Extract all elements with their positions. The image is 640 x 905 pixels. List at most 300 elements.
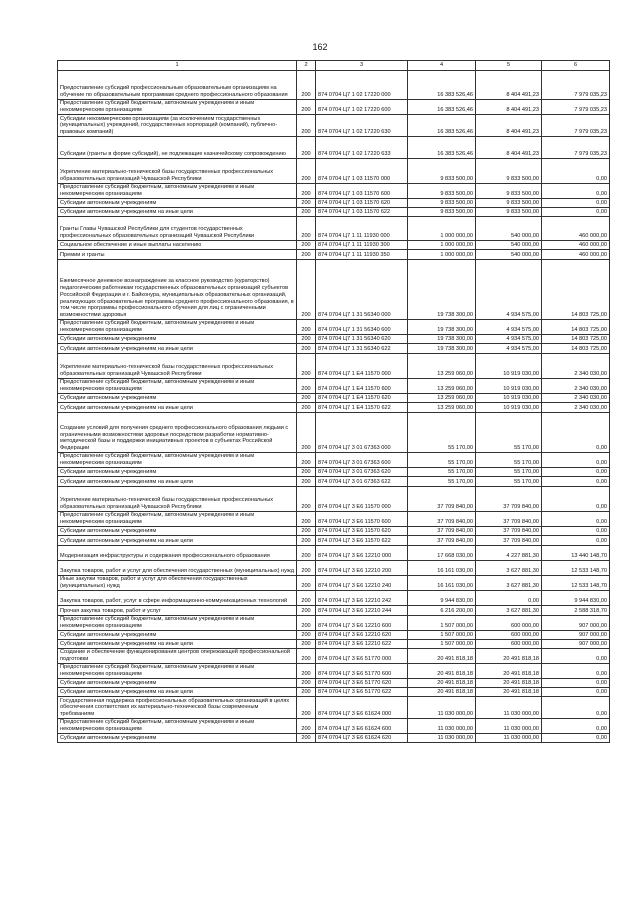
row-value-exec: 10 919 030,00: [476, 354, 542, 379]
row-value-remainder: 0,00: [542, 184, 610, 199]
row-col2: 200: [297, 199, 316, 208]
row-value-exec: 9 833 500,00: [476, 184, 542, 199]
table-row: [58, 546, 610, 561]
row-value-plan: 20 491 818,18: [408, 664, 476, 679]
header-cell: 4: [408, 61, 476, 71]
row-name: Предоставление субсидий бюджетным, автономным учреждениям и иным некоммерческим организациям: [58, 320, 297, 335]
row-value-plan: 1 507 000,00: [408, 640, 476, 649]
row-value-remainder: 0,00: [542, 664, 610, 679]
row-value-plan: 11 030 000,00: [408, 719, 476, 734]
table-row: [58, 616, 610, 631]
table-row: [58, 379, 610, 394]
row-name: Субсидии (гранты в форме субсидий), не подлежащие казначейскому сопровождению: [58, 137, 297, 159]
table-row: [58, 208, 610, 217]
row-value-remainder: 12 533 148,70: [542, 561, 610, 576]
row-col2: 200: [297, 335, 316, 344]
header-cell: 5: [476, 61, 542, 71]
row-col2: 200: [297, 664, 316, 679]
row-col2: 200: [297, 649, 316, 664]
row-name: Укрепление материально-технической базы государственных профессиональных образовательных организаций Чувашской Республики: [58, 159, 297, 184]
row-value-plan: 16 161 030,00: [408, 561, 476, 576]
row-code: 874 0704 Ц7 3 Е6 61624 620: [316, 734, 408, 743]
row-value-remainder: 0,00: [542, 477, 610, 487]
row-name: Ежемесячное денежное вознаграждение за классное руководство (кураторство) педагогическим работникам государственных образовательных организаций субъектов Российской Федерации и г. Байконура, муниципальных образовательных организаций, реализующих образовательные программы среднего профессионального образования, в том числе программы профессионального обучения для лиц с ограниченными возможностями здоровья: [58, 260, 297, 320]
row-col2: 200: [297, 536, 316, 546]
table-row: [58, 71, 610, 100]
row-name: Предоставление субсидий бюджетным, автономным учреждениям и иным некоммерческим организациям: [58, 664, 297, 679]
table-row: [58, 734, 610, 743]
row-code: 874 0704 Ц7 3 Е6 51770 600: [316, 664, 408, 679]
table-row: [58, 576, 610, 591]
row-code: 874 0704 Ц7 3 01 67363 600: [316, 453, 408, 468]
table-row: [58, 241, 610, 250]
row-value-exec: 37 709 840,00: [476, 487, 542, 512]
row-code: 874 0704 Ц7 1 02 17220 633: [316, 137, 408, 159]
row-value-exec: 20 491 818,18: [476, 649, 542, 664]
row-value-remainder: 9 944 830,00: [542, 591, 610, 606]
row-value-exec: 4 227 881,30: [476, 546, 542, 561]
row-value-remainder: 0,00: [542, 208, 610, 217]
table-row: [58, 115, 610, 137]
row-name: Субсидии автономным учреждениям на иные цели: [58, 640, 297, 649]
row-name: Субсидии автономным учреждениям: [58, 335, 297, 344]
row-code: 874 0704 Ц7 1 03 11570 600: [316, 184, 408, 199]
row-value-plan: 19 738 300,00: [408, 260, 476, 320]
row-value-plan: 16 383 526,46: [408, 71, 476, 100]
row-value-remainder: 907 000,00: [542, 616, 610, 631]
table-row: [58, 591, 610, 606]
row-col2: 200: [297, 719, 316, 734]
row-value-plan: 1 000 000,00: [408, 217, 476, 241]
row-value-remainder: 0,00: [542, 487, 610, 512]
row-code: 874 0704 Ц7 3 Е6 61624 000: [316, 697, 408, 719]
table-row: [58, 320, 610, 335]
row-name: Модернизация инфраструктуры и содержания профессионального образования: [58, 546, 297, 561]
table-row: [58, 354, 610, 379]
table-row: [58, 413, 610, 453]
row-code: 874 0704 Ц7 1 02 17220 000: [316, 71, 408, 100]
table-row: [58, 487, 610, 512]
row-value-plan: 16 383 526,46: [408, 100, 476, 115]
row-col2: 200: [297, 260, 316, 320]
table-row: [58, 679, 610, 688]
row-value-exec: 3 627 881,30: [476, 576, 542, 591]
row-value-exec: 10 919 030,00: [476, 379, 542, 394]
row-col2: 200: [297, 379, 316, 394]
row-name: Социальное обеспечение и иные выплаты населению: [58, 241, 297, 250]
row-value-exec: 3 627 881,30: [476, 561, 542, 576]
row-value-remainder: 460 000,00: [542, 250, 610, 260]
row-value-plan: 20 491 818,18: [408, 688, 476, 697]
table-row: [58, 606, 610, 616]
row-col2: 200: [297, 487, 316, 512]
row-code: 874 0704 Ц7 1 Е4 11570 600: [316, 379, 408, 394]
row-name: Прочая закупка товаров, работ и услуг: [58, 606, 297, 616]
row-col2: 200: [297, 208, 316, 217]
row-col2: 200: [297, 512, 316, 527]
row-col2: 200: [297, 561, 316, 576]
row-value-remainder: 907 000,00: [542, 640, 610, 649]
table-row: [58, 217, 610, 241]
row-code: 874 0704 Ц7 3 01 67363 000: [316, 413, 408, 453]
row-col2: 200: [297, 250, 316, 260]
row-value-exec: 9 833 500,00: [476, 199, 542, 208]
row-value-remainder: 0,00: [542, 512, 610, 527]
table-row: [58, 137, 610, 159]
row-col2: 200: [297, 394, 316, 403]
row-value-exec: 11 030 000,00: [476, 697, 542, 719]
row-value-plan: 9 944 830,00: [408, 591, 476, 606]
row-code: 874 0704 Ц7 1 31 56340 622: [316, 344, 408, 354]
row-value-plan: 16 383 526,46: [408, 137, 476, 159]
table-row: [58, 184, 610, 199]
row-value-exec: 3 627 881,30: [476, 606, 542, 616]
table-row: [58, 631, 610, 640]
row-code: 874 0704 Ц7 1 31 56340 620: [316, 335, 408, 344]
row-value-plan: 19 738 300,00: [408, 320, 476, 335]
row-value-exec: 11 030 000,00: [476, 734, 542, 743]
table-row: [58, 468, 610, 477]
row-value-exec: 540 000,00: [476, 241, 542, 250]
row-col2: 200: [297, 546, 316, 561]
row-value-remainder: 2 340 030,00: [542, 354, 610, 379]
row-col2: 200: [297, 734, 316, 743]
row-value-plan: 13 259 060,00: [408, 394, 476, 403]
row-value-plan: 55 170,00: [408, 453, 476, 468]
table-row: [58, 250, 610, 260]
row-value-exec: 8 404 491,23: [476, 100, 542, 115]
row-code: 874 0704 Ц7 3 Е6 12210 000: [316, 546, 408, 561]
row-value-remainder: 7 979 035,23: [542, 115, 610, 137]
row-value-plan: 55 170,00: [408, 468, 476, 477]
row-value-exec: 37 709 840,00: [476, 527, 542, 536]
row-name: Субсидии автономным учреждениям на иные цели: [58, 477, 297, 487]
page-number: 162: [312, 42, 328, 52]
row-value-remainder: 0,00: [542, 697, 610, 719]
row-value-plan: 55 170,00: [408, 477, 476, 487]
row-value-plan: 1 000 000,00: [408, 250, 476, 260]
row-code: 874 0704 Ц7 1 03 11570 620: [316, 199, 408, 208]
row-value-plan: 20 491 818,18: [408, 679, 476, 688]
row-value-plan: 13 259 060,00: [408, 403, 476, 413]
row-value-exec: 4 934 575,00: [476, 260, 542, 320]
table-row: [58, 536, 610, 546]
row-name: Создание и обеспечение функционирования центров опережающей профессиональной подготовки: [58, 649, 297, 664]
table-row: [58, 159, 610, 184]
header-cell: 6: [542, 61, 610, 71]
row-value-plan: 19 738 300,00: [408, 344, 476, 354]
table-header-row: [58, 61, 610, 71]
row-name: Государственная поддержка профессиональных образовательных организаций в целях обеспечения соответствия их материально-технической базы современным требованиям: [58, 697, 297, 719]
row-code: 874 0704 Ц7 1 Е4 11570 000: [316, 354, 408, 379]
row-value-plan: 16 383 526,46: [408, 115, 476, 137]
row-name: Субсидии автономным учреждениям на иные цели: [58, 344, 297, 354]
row-col2: 200: [297, 159, 316, 184]
row-col2: 200: [297, 688, 316, 697]
row-value-plan: 37 709 840,00: [408, 527, 476, 536]
row-code: 874 0704 Ц7 1 03 11570 622: [316, 208, 408, 217]
row-value-exec: 4 934 575,00: [476, 320, 542, 335]
table-row: [58, 512, 610, 527]
row-value-remainder: 14 803 725,00: [542, 320, 610, 335]
row-code: 874 0704 Ц7 1 11 11930 350: [316, 250, 408, 260]
row-name: Субсидии автономным учреждениям на иные цели: [58, 208, 297, 217]
row-value-remainder: 14 803 725,00: [542, 260, 610, 320]
row-value-remainder: 2 588 318,70: [542, 606, 610, 616]
row-value-plan: 9 833 500,00: [408, 184, 476, 199]
row-col2: 200: [297, 453, 316, 468]
row-name: Премии и гранты: [58, 250, 297, 260]
row-col2: 200: [297, 100, 316, 115]
row-col2: 200: [297, 640, 316, 649]
row-value-exec: 11 030 000,00: [476, 719, 542, 734]
row-name: Предоставление субсидий бюджетным, автономным учреждениям и иным некоммерческим организациям: [58, 512, 297, 527]
row-value-exec: 9 833 500,00: [476, 159, 542, 184]
row-code: 874 0704 Ц7 3 Е6 11570 622: [316, 536, 408, 546]
row-code: 874 0704 Ц7 1 Е4 11570 622: [316, 403, 408, 413]
row-value-plan: 19 738 300,00: [408, 335, 476, 344]
row-value-plan: 55 170,00: [408, 413, 476, 453]
row-value-exec: 4 934 575,00: [476, 335, 542, 344]
row-value-exec: 55 170,00: [476, 468, 542, 477]
row-value-plan: 20 491 818,18: [408, 649, 476, 664]
row-value-remainder: 7 979 035,23: [542, 71, 610, 100]
row-value-plan: 11 030 000,00: [408, 734, 476, 743]
row-value-plan: 13 259 060,00: [408, 354, 476, 379]
row-col2: 200: [297, 320, 316, 335]
row-name: Предоставление субсидий бюджетным, автономным учреждениям и иным некоммерческим организациям: [58, 453, 297, 468]
table-row: [58, 335, 610, 344]
row-value-plan: 9 833 500,00: [408, 208, 476, 217]
row-name: Иные закупки товаров, работ и услуг для обеспечения государственных (муниципальных) нужд: [58, 576, 297, 591]
row-value-plan: 37 709 840,00: [408, 536, 476, 546]
row-value-plan: 37 709 840,00: [408, 487, 476, 512]
row-value-exec: 600 000,00: [476, 616, 542, 631]
row-value-plan: 16 161 030,00: [408, 576, 476, 591]
row-col2: 200: [297, 354, 316, 379]
row-value-remainder: 0,00: [542, 688, 610, 697]
row-value-plan: 1 000 000,00: [408, 241, 476, 250]
row-name: Субсидии автономным учреждениям: [58, 394, 297, 403]
row-value-plan: 13 259 060,00: [408, 379, 476, 394]
row-code: 874 0704 Ц7 3 Е6 12210 200: [316, 561, 408, 576]
row-col2: 200: [297, 137, 316, 159]
row-value-remainder: 460 000,00: [542, 217, 610, 241]
row-col2: 200: [297, 477, 316, 487]
row-value-exec: 9 833 500,00: [476, 208, 542, 217]
budget-table: [57, 60, 610, 743]
row-value-remainder: 12 533 148,70: [542, 576, 610, 591]
row-code: 874 0704 Ц7 1 Е4 11570 620: [316, 394, 408, 403]
row-value-exec: 55 170,00: [476, 453, 542, 468]
row-code: 874 0704 Ц7 3 Е6 11570 600: [316, 512, 408, 527]
row-name: Предоставление субсидий бюджетным, автономным учреждениям и иным некоммерческим организациям: [58, 719, 297, 734]
row-value-exec: 55 170,00: [476, 477, 542, 487]
row-value-remainder: 907 000,00: [542, 631, 610, 640]
row-value-remainder: 0,00: [542, 536, 610, 546]
row-col2: 200: [297, 576, 316, 591]
row-col2: 200: [297, 616, 316, 631]
row-value-plan: 37 709 840,00: [408, 512, 476, 527]
row-value-plan: 11 030 000,00: [408, 697, 476, 719]
row-value-plan: 6 216 200,00: [408, 606, 476, 616]
row-value-remainder: 7 979 035,23: [542, 137, 610, 159]
row-value-remainder: 0,00: [542, 413, 610, 453]
row-name: Субсидии некоммерческим организациям (за исключением государственных (муниципальных) учреждений, государственных корпораций (компаний), публично-правовых компаний): [58, 115, 297, 137]
row-value-plan: 9 833 500,00: [408, 199, 476, 208]
row-value-plan: 17 668 030,00: [408, 546, 476, 561]
row-value-remainder: 13 440 148,70: [542, 546, 610, 561]
header-cell: 2: [297, 61, 316, 71]
row-name: Создание условий для получения среднего профессионального образования людьми с ограниченными возможностями здоровья посредством разработки нормативно-методической базы и поддержки инициативных проектов в субъектах Российской Федерации: [58, 413, 297, 453]
row-name: Укрепление материально-технической базы государственных профессиональных образовательных организаций Чувашской Республики: [58, 354, 297, 379]
row-code: 874 0704 Ц7 1 31 56340 600: [316, 320, 408, 335]
row-col2: 200: [297, 403, 316, 413]
table-row: [58, 688, 610, 697]
row-col2: 200: [297, 184, 316, 199]
row-value-plan: 1 507 000,00: [408, 616, 476, 631]
row-value-exec: 8 404 491,23: [476, 71, 542, 100]
table-row: [58, 453, 610, 468]
header-cell: 1: [58, 61, 297, 71]
row-col2: 200: [297, 679, 316, 688]
row-code: 874 0704 Ц7 3 Е6 51770 620: [316, 679, 408, 688]
table-row: [58, 640, 610, 649]
row-col2: 200: [297, 413, 316, 453]
table-row: [58, 199, 610, 208]
row-value-exec: 8 404 491,23: [476, 115, 542, 137]
table-row: [58, 344, 610, 354]
row-code: 874 0704 Ц7 3 Е6 12210 244: [316, 606, 408, 616]
row-name: Субсидии автономным учреждениям: [58, 734, 297, 743]
row-value-remainder: 0,00: [542, 649, 610, 664]
row-value-exec: 20 491 818,18: [476, 688, 542, 697]
row-code: 874 0704 Ц7 3 Е6 12210 620: [316, 631, 408, 640]
row-name: Субсидии автономным учреждениям на иные цели: [58, 536, 297, 546]
table-row: [58, 664, 610, 679]
row-name: Субсидии автономным учреждениям на иные цели: [58, 688, 297, 697]
table-row: [58, 477, 610, 487]
table-row: [58, 649, 610, 664]
row-value-remainder: 2 340 030,00: [542, 394, 610, 403]
row-name: Гранты Главы Чувашской Республики для студентов государственных профессиональных образовательных организаций Чувашской Республики: [58, 217, 297, 241]
row-value-exec: 20 491 818,18: [476, 679, 542, 688]
row-value-remainder: 0,00: [542, 199, 610, 208]
table-row: [58, 403, 610, 413]
row-code: 874 0704 Ц7 3 Е6 12210 622: [316, 640, 408, 649]
row-name: Предоставление субсидий бюджетным, автономным учреждениям и иным некоммерческим организациям: [58, 379, 297, 394]
row-col2: 200: [297, 217, 316, 241]
row-value-exec: 55 170,00: [476, 413, 542, 453]
row-value-remainder: 0,00: [542, 159, 610, 184]
row-col2: 200: [297, 468, 316, 477]
table-row: [58, 561, 610, 576]
row-col2: 200: [297, 697, 316, 719]
row-col2: 200: [297, 71, 316, 100]
row-code: 874 0704 Ц7 1 03 11570 000: [316, 159, 408, 184]
row-code: 874 0704 Ц7 3 Е6 12210 240: [316, 576, 408, 591]
row-value-remainder: 2 340 030,00: [542, 403, 610, 413]
row-name: Предоставление субсидий профессиональным образовательным организациям на обучение по образовательным программам среднего профессионального образования: [58, 71, 297, 100]
row-name: Субсидии автономным учреждениям: [58, 199, 297, 208]
row-name: Субсидии автономным учреждениям на иные цели: [58, 403, 297, 413]
row-value-remainder: 14 803 725,00: [542, 344, 610, 354]
row-value-exec: 4 934 575,00: [476, 344, 542, 354]
row-value-remainder: 0,00: [542, 679, 610, 688]
row-name: Предоставление субсидий бюджетным, автономным учреждениям и иным некоммерческим организациям: [58, 100, 297, 115]
row-value-remainder: 7 979 035,23: [542, 100, 610, 115]
row-value-exec: 20 491 818,18: [476, 664, 542, 679]
row-value-exec: 540 000,00: [476, 250, 542, 260]
row-code: 874 0704 Ц7 3 01 67363 622: [316, 477, 408, 487]
row-col2: 200: [297, 115, 316, 137]
row-value-remainder: 14 803 725,00: [542, 335, 610, 344]
row-code: 874 0704 Ц7 3 Е6 51770 000: [316, 649, 408, 664]
row-name: Субсидии автономным учреждениям: [58, 631, 297, 640]
row-value-remainder: 2 340 030,00: [542, 379, 610, 394]
row-name: Субсидии автономным учреждениям: [58, 468, 297, 477]
row-value-remainder: 0,00: [542, 734, 610, 743]
header-cell: 3: [316, 61, 408, 71]
row-name: Предоставление субсидий бюджетным, автономным учреждениям и иным некоммерческим организациям: [58, 184, 297, 199]
row-value-remainder: 0,00: [542, 527, 610, 536]
row-value-remainder: 0,00: [542, 453, 610, 468]
row-code: 874 0704 Ц7 3 Е6 51770 622: [316, 688, 408, 697]
table-row: [58, 527, 610, 536]
row-name: Закупка товаров, работ, услуг в сфере информационно-коммуникационных технологий: [58, 591, 297, 606]
table-row: [58, 260, 610, 320]
table-row: [58, 697, 610, 719]
row-name: Укрепление материально-технической базы государственных профессиональных образовательных организаций Чувашской Республики: [58, 487, 297, 512]
row-col2: 200: [297, 606, 316, 616]
row-value-plan: 1 507 000,00: [408, 631, 476, 640]
row-col2: 200: [297, 527, 316, 536]
row-value-exec: 10 919 030,00: [476, 403, 542, 413]
row-code: 874 0704 Ц7 1 02 17220 630: [316, 115, 408, 137]
row-value-remainder: 0,00: [542, 468, 610, 477]
row-code: 874 0704 Ц7 3 Е6 61624 600: [316, 719, 408, 734]
row-code: 874 0704 Ц7 1 02 17220 600: [316, 100, 408, 115]
row-value-plan: 9 833 500,00: [408, 159, 476, 184]
row-value-exec: 600 000,00: [476, 631, 542, 640]
row-code: 874 0704 Ц7 1 11 11930 300: [316, 241, 408, 250]
row-code: 874 0704 Ц7 3 Е6 12210 242: [316, 591, 408, 606]
row-code: 874 0704 Ц7 1 11 11930 000: [316, 217, 408, 241]
row-name: Субсидии автономным учреждениям: [58, 679, 297, 688]
row-value-exec: 37 709 840,00: [476, 512, 542, 527]
row-value-remainder: 0,00: [542, 719, 610, 734]
row-col2: 200: [297, 241, 316, 250]
row-value-exec: 8 404 491,23: [476, 137, 542, 159]
row-value-exec: 600 000,00: [476, 640, 542, 649]
row-name: Закупка товаров, работ и услуг для обеспечения государственных (муниципальных) нужд: [58, 561, 297, 576]
row-col2: 200: [297, 631, 316, 640]
table-row: [58, 100, 610, 115]
row-code: 874 0704 Ц7 3 01 67363 620: [316, 468, 408, 477]
row-value-exec: 37 709 840,00: [476, 536, 542, 546]
row-value-remainder: 460 000,00: [542, 241, 610, 250]
row-code: 874 0704 Ц7 1 31 56340 000: [316, 260, 408, 320]
row-value-exec: 540 000,00: [476, 217, 542, 241]
table-row: [58, 394, 610, 403]
row-name: Субсидии автономным учреждениям: [58, 527, 297, 536]
row-value-exec: 0,00: [476, 591, 542, 606]
row-name: Предоставление субсидий бюджетным, автономным учреждениям и иным некоммерческим организациям: [58, 616, 297, 631]
row-code: 874 0704 Ц7 3 Е6 12210 600: [316, 616, 408, 631]
table-row: [58, 719, 610, 734]
row-value-exec: 10 919 030,00: [476, 394, 542, 403]
row-code: 874 0704 Ц7 3 Е6 11570 000: [316, 487, 408, 512]
